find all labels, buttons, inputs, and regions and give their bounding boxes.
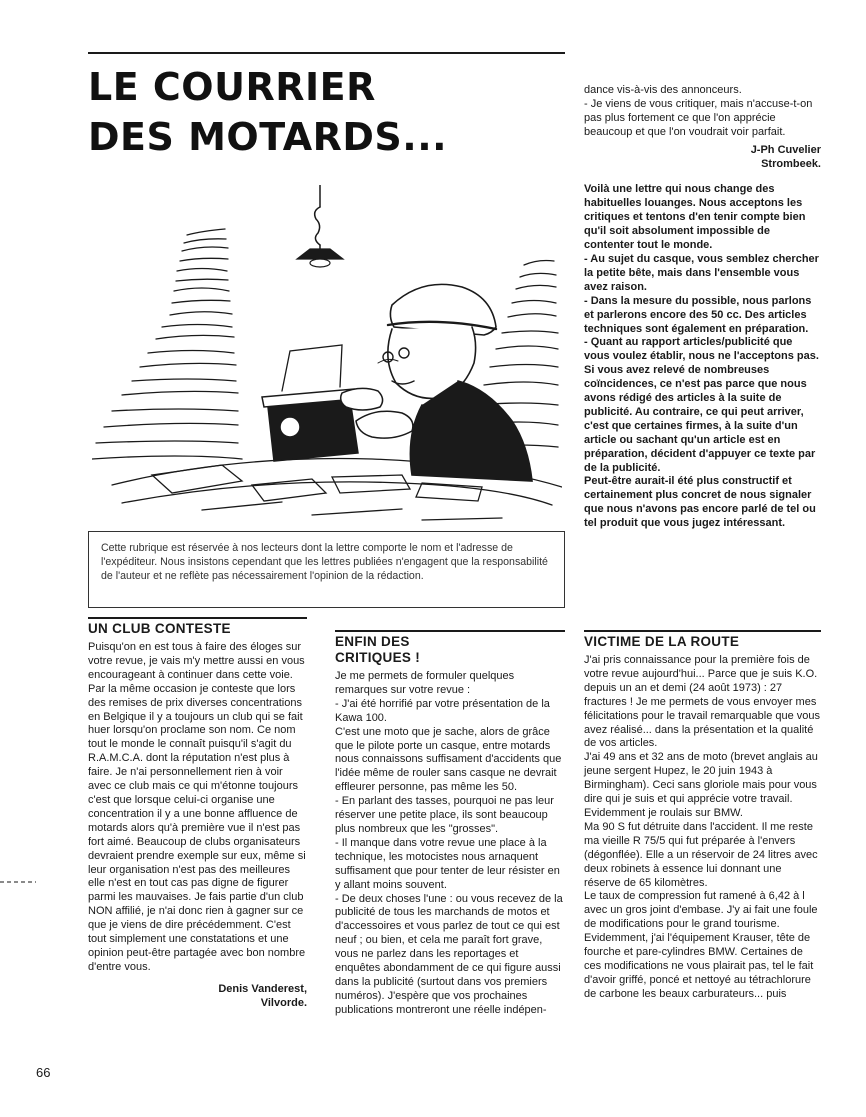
- paragraph: Je me permets de formuler quelques remarques sur votre revue :: [335, 670, 515, 696]
- signature-place: Strombeek.: [761, 157, 821, 170]
- section-title-line-2: CRITIQUES !: [335, 650, 421, 665]
- page-number: 66: [36, 1065, 51, 1080]
- club-section: [88, 617, 307, 1011]
- letter-continuation: [584, 84, 821, 531]
- editorial-notice: Cette rubrique est réservée à nos lecteurs dont la lettre comporte le nom et l'adresse de l'expéditeur. Nous insistons cependant que les lettres publiées n'engagent que la responsabilité de l'auteur et ne reflète pas nécessairement l'opinion de la rédaction.: [88, 531, 565, 608]
- section-rule: [584, 630, 821, 632]
- paragraph: Puisqu'on en est tous à faire des éloges sur votre revue, je vais m'y mettre aussi en vous encourageant à continuer dans cette voie.: [88, 641, 305, 681]
- editor-reply-paragraph: - Au sujet du casque, vous semblez chercher la petite bête, mais dans l'ensemble vous avez raison.: [584, 252, 819, 293]
- paragraph: Par la même occasion je conteste que lors des remises de prix diverses concentrations en Belgique il y a toujours un club qui se fait huer lorsqu'on proclame son nom. Ce nom tout le monde le connaît puisqu'il s'agit du R.A.M.C.A. dont la réputation n'est plus à faire. Je n'ai personnellement rien à voir avec ce club mais ce qui m'étonne toujours c'est que lorsque celui-ci organise une concentration il y a une bonne affluence de motards alors qu'à première vue il n'est pas fort aimé. Beaucoup de clubs organisateurs devraient prendre exemple sur eux, même si leur organisation n'est pas des meilleures elle n'est en tout cas pas digne de figurer parmi les mauvaises. Je fais partie d'un club NON affilié, je n'ai donc rien à gagner sur ce que je viens de dire précédemment. C'est tout simplement une constatations et une opinion peut-être partagée avec bon nombre d'entre vous.: [88, 682, 306, 973]
- paragraph: - En parlant des tasses, pourquoi ne pas leur réserver une petite place, ils sont beaucoup plus nombreux que les "grosses".: [335, 795, 554, 835]
- paragraph: C'est une moto que je sache, alors de grâce que le pilote porte un casque, entre motards nous connaissons suffisament d'accidents que l'idée même de rouler sans casque ne devrait effleurer personne, pas même les 50.: [335, 725, 562, 794]
- critiques-section: [335, 630, 565, 1018]
- margin-mark: [0, 880, 36, 884]
- paragraph: Ma 90 S fut détruite dans l'accident. Il me reste ma vieille R 75/5 qui fut préparée à l'envers (dégonflée). Elle a un réservoir de 24 litres avec deux robinets à essence lui donnant une réserve de 65 kilomètres.: [584, 820, 818, 889]
- headline-rule: [88, 52, 565, 54]
- section-title: UN CLUB CONTESTE: [88, 621, 231, 636]
- paragraph: - J'ai été horrifié par votre présentation de la Kawa 100.: [335, 697, 550, 724]
- paragraph: J'ai 49 ans et 32 ans de moto (brevet anglais au jeune sergent Hupez, le 20 juin 1943 à Birmingham). Ceci sans gloriole mais pour vous dire qui je suis et qui apprécie votre travail. Evidemment je roulais sur BMW.: [584, 751, 818, 819]
- signature-name: J-Ph Cuvelier: [750, 143, 821, 156]
- section-title-line-1: ENFIN DES: [335, 634, 410, 649]
- cartoon-illustration: [92, 185, 562, 530]
- paragraph: - Je viens de vous critiquer, mais n'accuse-t-on pas plus fortement ce que l'on apprécie beaucoup et que l'on voudrait voir parfait.: [584, 97, 813, 138]
- signature-place: Vilvorde.: [260, 996, 307, 1009]
- headline-line-2: DES MOTARDS...: [88, 115, 448, 159]
- headline-line-1: LE COURRIER: [88, 65, 376, 109]
- paragraph: Le taux de compression fut ramené à 6,42 à l avec un gros joint d'embase. J'y ai fait une foule de modifications pour le grand tourisme. Evidemment, j'ai l'équipement Krauser, tête de fourche et pare-cylindres BMW. Certaines de ces modifications ne vous plairait pas, tel le fait d'avoir griffé, poncé et nettoyé au tétrachlorure de carbone les beaux carburateurs... puis: [584, 890, 818, 1000]
- editor-reply-paragraph: - Quant au rapport articles/publicité que vous voulez établir, nous ne l'acceptons pas. Si vous avez relevé de nombreuses coïncidences, ce n'est pas parce que nous avons rédigé des articles à la suite de publicité. Au contraire, ce qui peut arriver, c'est que certaines firmes, à la suite d'un article ou sachant qu'un article est en préparation, décident d'appuyer ce texte par de la publicité.: [584, 336, 819, 474]
- paragraph: J'ai pris connaissance pour la première fois de votre revue aujourd'hui... Parce que je suis K.O. depuis un an et demi (24 août 1973) : 27 fractures ! Je me permets de vous envoyer mes félicitations pour le travail remarquable que vous avez réalisé... dans la présentation et la qualité de vos articles.: [584, 654, 821, 750]
- section-rule: [335, 630, 565, 632]
- section-rule: [88, 617, 307, 619]
- signature-name: Denis Vanderest,: [218, 982, 307, 995]
- section-title: [335, 634, 565, 666]
- victime-section: [584, 630, 821, 1002]
- paragraph: - De deux choses l'une : ou vous recevez de la publicité de tous les marchands de motos et d'accessoires et vous parlez de tout ce qui est neuf ; ou bien, et cela me paraît fort grave, vous ne parlez dans les reportages et enquêtes abondamment de ce qui figure aussi dans la publicité (surtout dans vos premiers numéros). J'espère que vos prochaines publications montreront une réelle indépen-: [335, 892, 563, 1016]
- paragraph: dance vis-à-vis des annonceurs.: [584, 84, 742, 96]
- section-title: VICTIME DE LA ROUTE: [584, 634, 740, 649]
- editor-reply-paragraph: Peut-être aurait-il été plus constructif et certainement plus concret de nous signaler que nous n'avons pas encore parlé de tel ou tel produit que vous jugez intéressant.: [584, 475, 816, 530]
- editor-reply-paragraph: - Dans la mesure du possible, nous parlons et parlerons encore des 50 cc. Des articles techniques sont également en préparation.: [584, 294, 812, 335]
- editor-reply-paragraph: Voilà une lettre qui nous change des habituelles louanges. Nous acceptons les critiques et tentons d'en tenir compte bien qu'il soit absolument impossible de contenter tout le monde.: [584, 183, 806, 252]
- paragraph: - Il manque dans votre revue une place à la technique, les motocistes nous arnaquent suffisament que pour tenter de leur résister en y allant moins souvent.: [335, 836, 560, 891]
- page-headline: [88, 62, 558, 162]
